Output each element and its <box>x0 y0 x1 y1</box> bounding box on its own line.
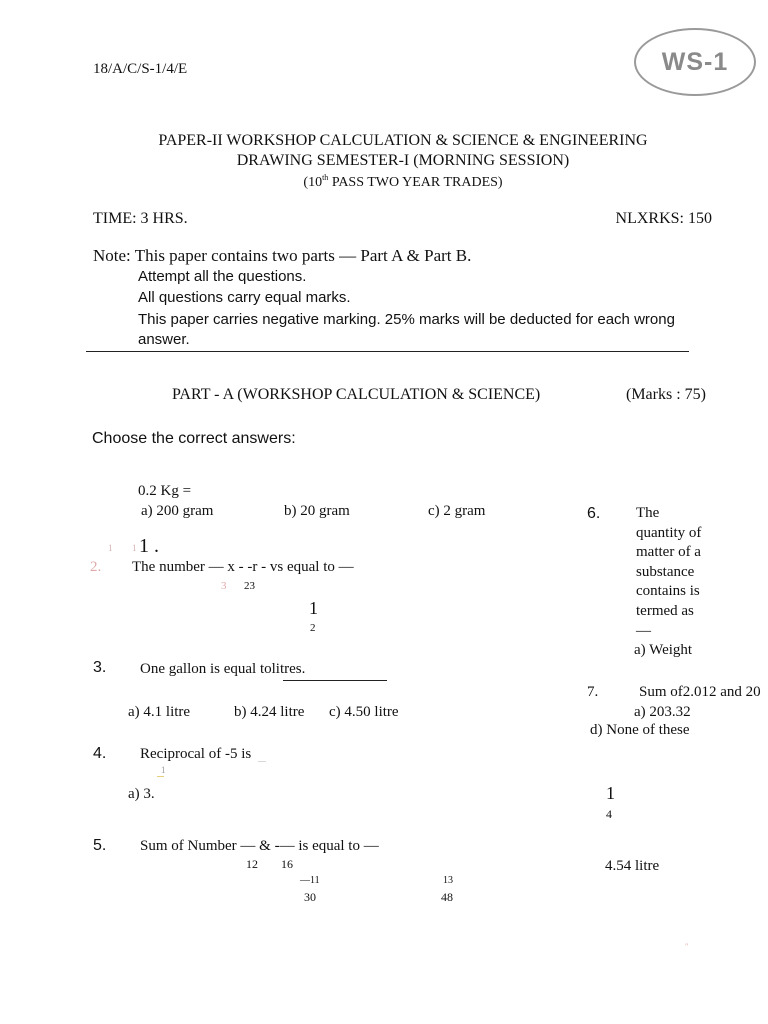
q6-text-line: matter of a <box>636 544 701 560</box>
q1-faint-mark: 1 <box>108 543 113 553</box>
paper-title-line-1: PAPER-II WORKSHOP CALCULATION & SCIENCE & ENGINEERING <box>158 132 648 149</box>
q4-number: 4. <box>93 745 107 762</box>
q4-text: Reciprocal of -5 is <box>140 746 252 762</box>
ws-stamp-label: WS-1 <box>661 47 729 76</box>
q2-text: The number — x - -r - vs equal to — <box>132 559 354 575</box>
q3-text: One gallon is equal tolitres. <box>140 661 306 677</box>
q2-sub-mark: 23 <box>244 580 255 592</box>
q5-denominator: 16 <box>281 857 293 871</box>
q2-sub-mark: 3 <box>221 580 227 592</box>
divider-rule <box>86 351 689 352</box>
q5-denominator: 12 <box>246 857 258 871</box>
note-line: answer. <box>138 331 190 348</box>
q5-option-denominator: 30 <box>304 890 316 904</box>
note-line: This paper carries negative marking. 25% marks will be deducted for each wrong <box>138 311 675 328</box>
right-fraction-denominator: 4 <box>606 807 612 821</box>
title-3-post: PASS TWO YEAR TRADES) <box>328 175 503 190</box>
right-litre-option: 4.54 litre <box>605 858 660 874</box>
q4-small-mark: 1 <box>161 765 166 775</box>
q6-text-line: termed as <box>636 603 694 619</box>
q5-option-numerator: —11 <box>300 875 320 886</box>
q6-text-line: — <box>636 623 651 639</box>
q1-text: 0.2 Kg = <box>138 483 192 499</box>
paper-title-line-3 <box>0 173 768 191</box>
q6-option-a: a) Weight <box>634 642 693 658</box>
q5-option-numerator: 13 <box>443 875 453 886</box>
note-line: Attempt all the questions. <box>138 268 307 285</box>
stray-mark: " <box>685 942 689 951</box>
q5-option-denominator: 48 <box>441 890 453 904</box>
q3-option-b: b) 4.24 litre <box>234 704 305 720</box>
q6-text-line: substance <box>636 564 695 580</box>
part-a-marks: (Marks : 75) <box>626 386 706 403</box>
exam-time: TIME: 3 HRS. <box>93 210 188 227</box>
q2-fraction-numerator: 1 <box>309 598 318 618</box>
q1-number: 1 . <box>139 535 159 557</box>
note-line: All questions carry equal marks. <box>138 289 351 306</box>
paper-title-line-2: DRAWING SEMESTER-I (MORNING SESSION) <box>236 152 570 169</box>
q7-option-a: a) 203.32 <box>634 704 691 720</box>
instruction: Choose the correct answers: <box>92 430 296 447</box>
q1-faint-mark: 1 <box>132 543 137 553</box>
q3-answer-blank <box>283 680 387 681</box>
title-3-sup: th <box>322 173 329 182</box>
ws-stamp <box>634 28 756 96</box>
q1-option-a: a) 200 gram <box>141 503 214 519</box>
q7-option-d: d) None of these <box>590 722 690 738</box>
q4-option-a: a) 3. <box>128 786 155 802</box>
part-a-title: PART - A (WORKSHOP CALCULATION & SCIENCE) <box>172 386 541 403</box>
q2-fraction-denominator: 2 <box>310 622 316 634</box>
q1-option-c: c) 2 gram <box>428 503 486 519</box>
paper-code: 18/A/C/S-1/4/E <box>93 61 188 77</box>
q4-small-underline <box>157 776 164 777</box>
q6-number: 6. <box>587 505 601 522</box>
right-fraction-numerator: 1 <box>606 783 615 803</box>
q6-text-line: The <box>636 505 660 521</box>
q3-option-c: c) 4.50 litre <box>329 704 399 720</box>
q6-text-line: quantity of <box>636 525 702 541</box>
q7-text: Sum of2.012 and 20 <box>639 684 761 700</box>
title-3-pre: (10 <box>303 175 323 190</box>
q1-option-b: b) 20 gram <box>284 503 350 519</box>
q7-number: 7. <box>587 684 599 700</box>
q3-option-a: a) 4.1 litre <box>128 704 191 720</box>
q5-number: 5. <box>93 837 107 854</box>
max-marks: NLXRKS: 150 <box>615 210 712 227</box>
q4-answer-blank <box>258 761 266 762</box>
note-heading: Note: This paper contains two parts — Part A & Part B. <box>93 246 472 265</box>
q5-text: Sum of Number — & -— is equal to — <box>140 838 379 854</box>
q6-text-line: contains is <box>636 583 700 599</box>
q3-number: 3. <box>93 659 107 676</box>
q2-number: 2. <box>90 559 102 575</box>
